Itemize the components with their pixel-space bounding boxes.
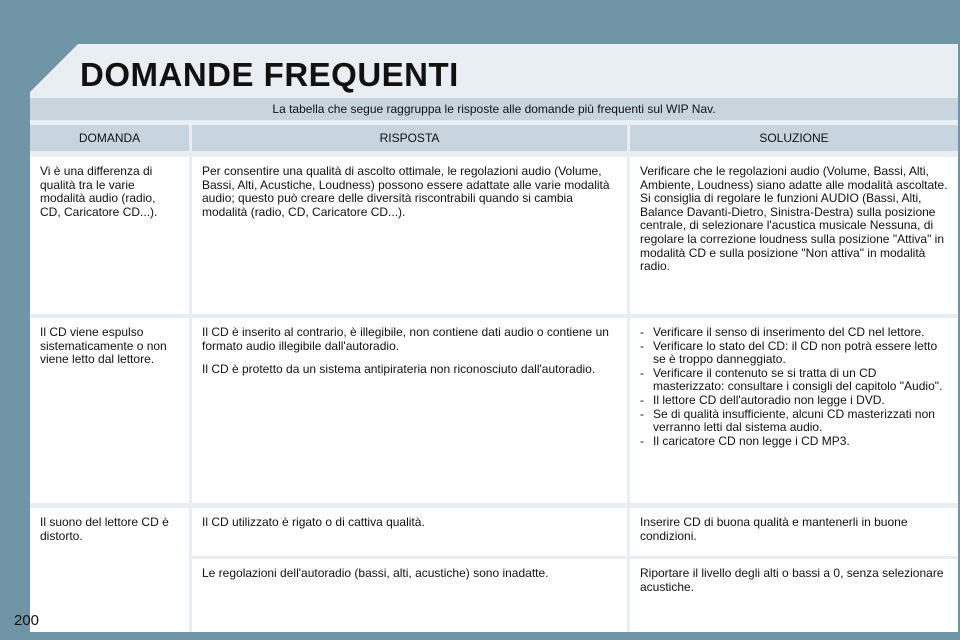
row3-answer-b — [192, 559, 627, 632]
row3-solution-a — [630, 508, 958, 556]
list-item: - Il lettore CD dell'autoradio non legge i DVD. — [640, 394, 948, 408]
list-item: - Verificare il senso di inserimento del CD nel lettore. — [640, 326, 948, 340]
row3-question — [30, 508, 189, 632]
page-number: 200 — [14, 612, 40, 629]
list-item: - Verificare il contenuto se si tratta di un CD masterizzato: consultare i consigli del capitolo "Audio". — [640, 367, 948, 394]
row1-answer — [192, 157, 627, 314]
row2-question-text: Il CD viene espulso sistematicamente o non viene letto dal lettore. — [40, 325, 167, 367]
row2-answer-text-2: Il CD è protetto da un sistema antipirateria non riconosciuto dall'autoradio. — [202, 362, 596, 377]
row3-question-text: Il suono del lettore CD è distorto. — [40, 515, 169, 543]
row1-question — [30, 157, 189, 314]
header-domanda: DOMANDA — [30, 125, 189, 151]
row3-solution-b-text: Riportare il livello degli alti o bassi a 0, senza selezionare acustiche. — [640, 566, 944, 594]
list-item: - Verificare lo stato del CD: il CD non potrà essere letto se è troppo danneggiato. — [640, 340, 948, 367]
row2-solution-list — [640, 326, 948, 448]
row1-solution-text: Verificare che le regolazioni audio (Volume, Bassi, Alti, Ambiente, Loudness) siano adatte alle modalità ascoltate. Si consiglia di regolare le funzioni AUDIO (Bassi, Alti, Balance Davanti-Dietro, Sinistra-Destra) sulla posizione centrale, di selezionare l'acustica musicale Nessuna, di regolare la correzione loudness sulla posizione "Attiva" in modalità CD e sulla posizione "Non attiva" in modalità radio. — [640, 164, 948, 274]
row3-answer-a — [192, 508, 627, 556]
header-soluzione: SOLUZIONE — [630, 125, 958, 151]
header-risposta: RISPOSTA — [192, 125, 627, 151]
row3-answer-b-text: Le regolazioni dell'autoradio (bassi, alti, acustiche) sono inadatte. — [202, 566, 549, 580]
watermark: carmanualsonline.info — [578, 610, 803, 635]
row1-question-text: Vi è una differenza di qualità tra le varie modalità audio (radio, CD, Caricatore CD...). — [40, 164, 158, 219]
page-title: DOMANDE FREQUENTI — [80, 56, 459, 93]
row3-answer-a-text: Il CD utilizzato è rigato o di cattiva qualità. — [202, 515, 425, 529]
row2-answer-text-1: Il CD è inserito al contrario, è illegibile, non contiene dati audio o contiene un formato audio illegibile dall'autoradio. — [202, 325, 609, 353]
row1-answer-text: Per consentire una qualità di ascolto ottimale, le regolazioni audio (Volume, Bassi, Alti, Acustiche, Loudness) possono essere adattate alle varie modalità audio; questo può creare delle diversità riscontrabili quando si cambia modalità (radio, CD, Caricatore CD...). — [202, 164, 610, 219]
row3-solution-a-text: Inserire CD di buona qualità e mantenerli in buone condizioni. — [640, 515, 908, 543]
list-item: - Se di qualità insufficiente, alcuni CD masterizzati non verranno letti dal sistema audio. — [640, 408, 948, 435]
intro-text: La tabella che segue raggruppa le risposte alle domande più frequenti sul WIP Nav. — [30, 98, 958, 120]
list-item: - Il caricatore CD non legge i CD MP3. — [640, 435, 948, 449]
row2-solution — [630, 318, 958, 503]
row2-question — [30, 318, 189, 503]
row1-solution — [630, 157, 958, 314]
row2-answer — [192, 318, 627, 503]
